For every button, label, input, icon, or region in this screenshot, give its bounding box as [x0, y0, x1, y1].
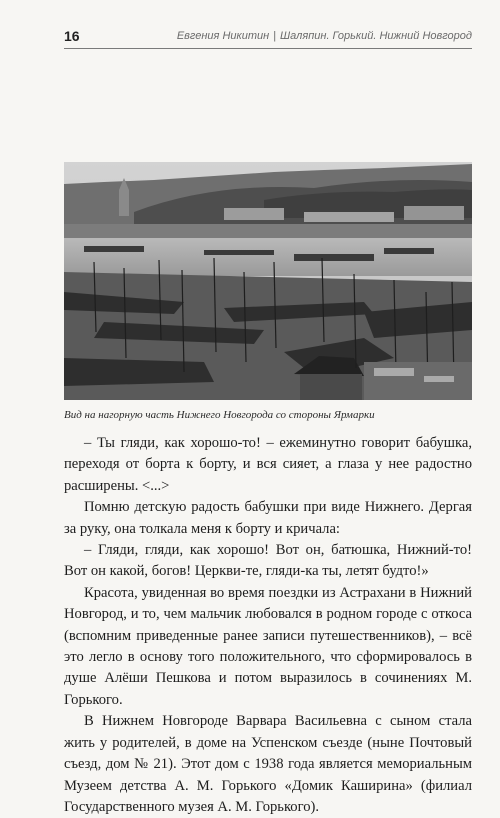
paragraph: – Ты гляди, как хорошо-то! – ежеминутно говорит бабушка, переходя от борта к борту, и вся сияет, а глаза у нее радостно расширены. <...> — [64, 435, 472, 494]
figure-caption: Вид на нагорную часть Нижнего Новгорода со стороны Ярмарки — [64, 409, 375, 421]
paragraph: В Нижнем Новгороде Варвара Васильевна с сыном стала жить у родителей, в доме на Успенском съезде (ныне Почтовый съезд, дом № 21). Этот дом с 1938 года является мемориальным Музеем детства А. М. Горького «Домик Каширина» (филиал Государственного музея А. М. Горького). — [64, 713, 472, 815]
body-text — [64, 433, 472, 818]
paragraph: – Гляди, гляди, как хорошо! Вот он, батюшка, Нижний-то! Вот он какой, богов! Церкви-те, гляди-ка ты, летят будто!» — [64, 542, 472, 580]
running-head-title: Шаляпин. Горький. Нижний Новгород — [280, 30, 472, 42]
running-head: Евгения Никитин | Шаляпин. Горький. Нижний Новгород — [176, 30, 472, 42]
paragraph: Помню детскую радость бабушки при виде Нижнего. Дергая за руку, она толкала меня к борту и кричала: — [64, 499, 472, 537]
historical-photo-nizhny-novgorod — [64, 162, 472, 400]
page-number: 16 — [64, 28, 80, 44]
photo-illustration — [64, 162, 472, 400]
running-header — [64, 26, 472, 49]
paragraph: Красота, увиденная во время поездки из Астрахани в Нижний Новгород, и то, чем мальчик любовался в родном городе с откоса (вспомним приведенные ранее записи путешественников), – всё это легло в основу того положительного, что сформировалось в душе Алёши Пешкова и потом выразилось в сочинениях М. Горького. — [64, 584, 472, 708]
running-head-author: Евгения Никитин — [176, 30, 270, 42]
